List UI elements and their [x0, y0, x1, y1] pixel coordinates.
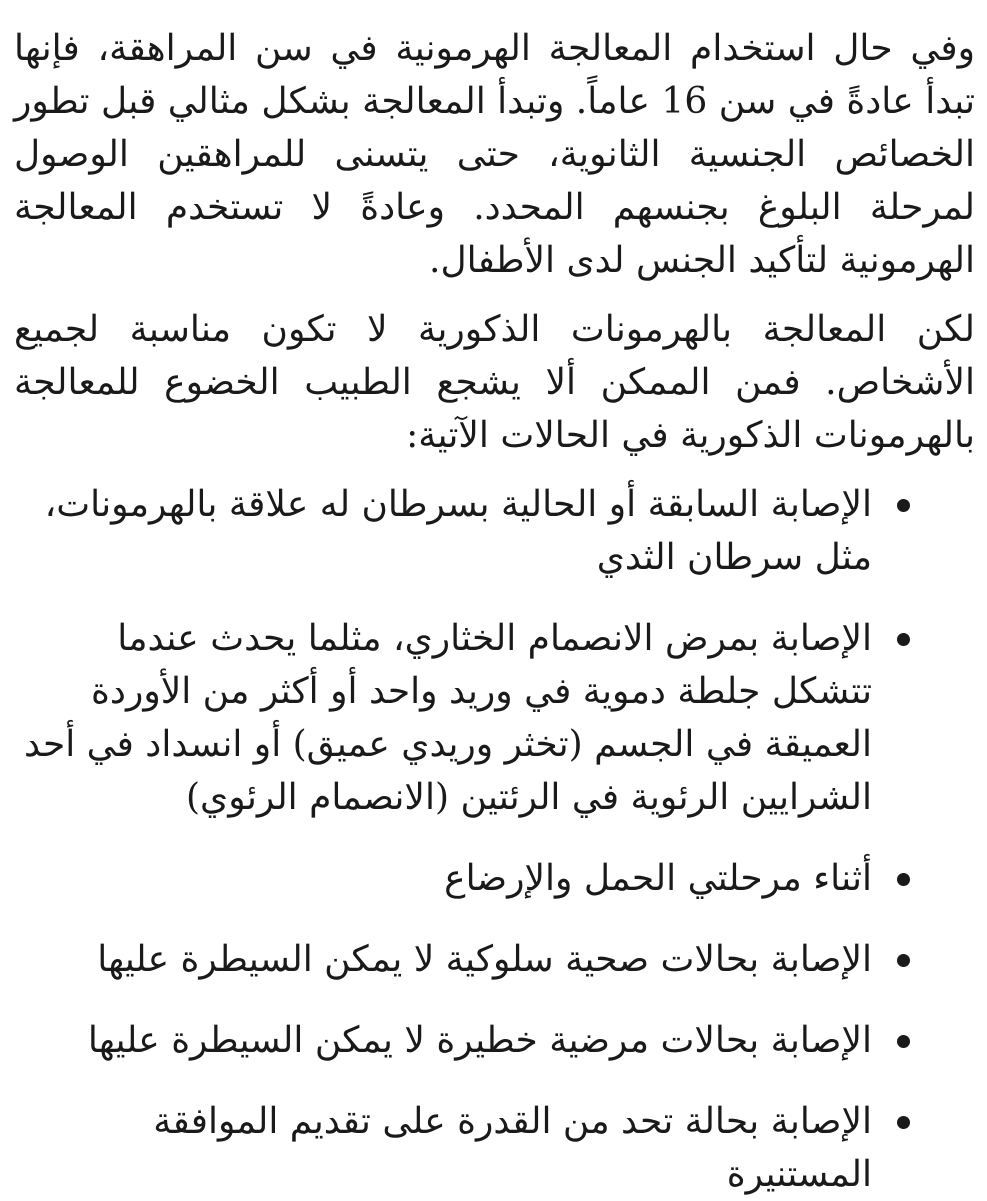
bullet-icon [897, 873, 910, 886]
list-item [14, 852, 910, 905]
bullet-icon [897, 954, 910, 967]
bullet-icon [897, 499, 910, 512]
bullet-icon [897, 633, 910, 646]
list-item-text: الإصابة بحالات صحية سلوكية لا يمكن السيطرة عليها [97, 939, 872, 980]
list-item-text: الإصابة بحالة تحد من القدرة على تقديم الموافقة المستنيرة [153, 1101, 872, 1195]
conditions-list [14, 478, 975, 1201]
bullet-icon [897, 1116, 910, 1129]
list-item [14, 1014, 910, 1067]
list-item [14, 478, 910, 584]
bullet-icon [897, 1035, 910, 1048]
list-item [14, 612, 910, 824]
list-item [14, 933, 910, 986]
intro-paragraph: وفي حال استخدام المعالجة الهرمونية في سن المراهقة، فإنها تبدأ عادةً في سن 16 عاماً. وتبدأ المعالجة بشكل مثالي قبل تطور الخصائص الجنسية الثانوية، حتى يتسنى للمراهقين الوصول لمرحلة البلوغ بجنسهم المحدد. وعادةً لا تستخدم المعالجة الهرمونية لتأكيد الجنس لدى الأطفال. [14, 28, 975, 281]
list-item-text: الإصابة السابقة أو الحالية بسرطان له علاقة بالهرمونات، مثل سرطان الثدي [44, 484, 872, 578]
list-item-text: الإصابة بمرض الانصمام الخثاري، مثلما يحدث عندما تتشكل جلطة دموية في وريد واحد أو أكثر من الأوردة العميقة في الجسم (تخثر وريدي عميق) أو انسداد في أحد الشرايين الرئوية في الرئتين (الانصمام الرئوي) [24, 618, 872, 818]
conditions-paragraph: لكن المعالجة بالهرمونات الذكورية لا تكون مناسبة لجميع الأشخاص. فمن الممكن ألا يشجع الطبيب الخضوع للمعالجة بالهرمونات الذكورية في الحالات الآتية: [14, 309, 975, 456]
list-item [14, 1095, 910, 1201]
list-item-text: أثناء مرحلتي الحمل والإرضاع [444, 858, 872, 899]
list-item-text: الإصابة بحالات مرضية خطيرة لا يمكن السيطرة عليها [87, 1020, 872, 1061]
